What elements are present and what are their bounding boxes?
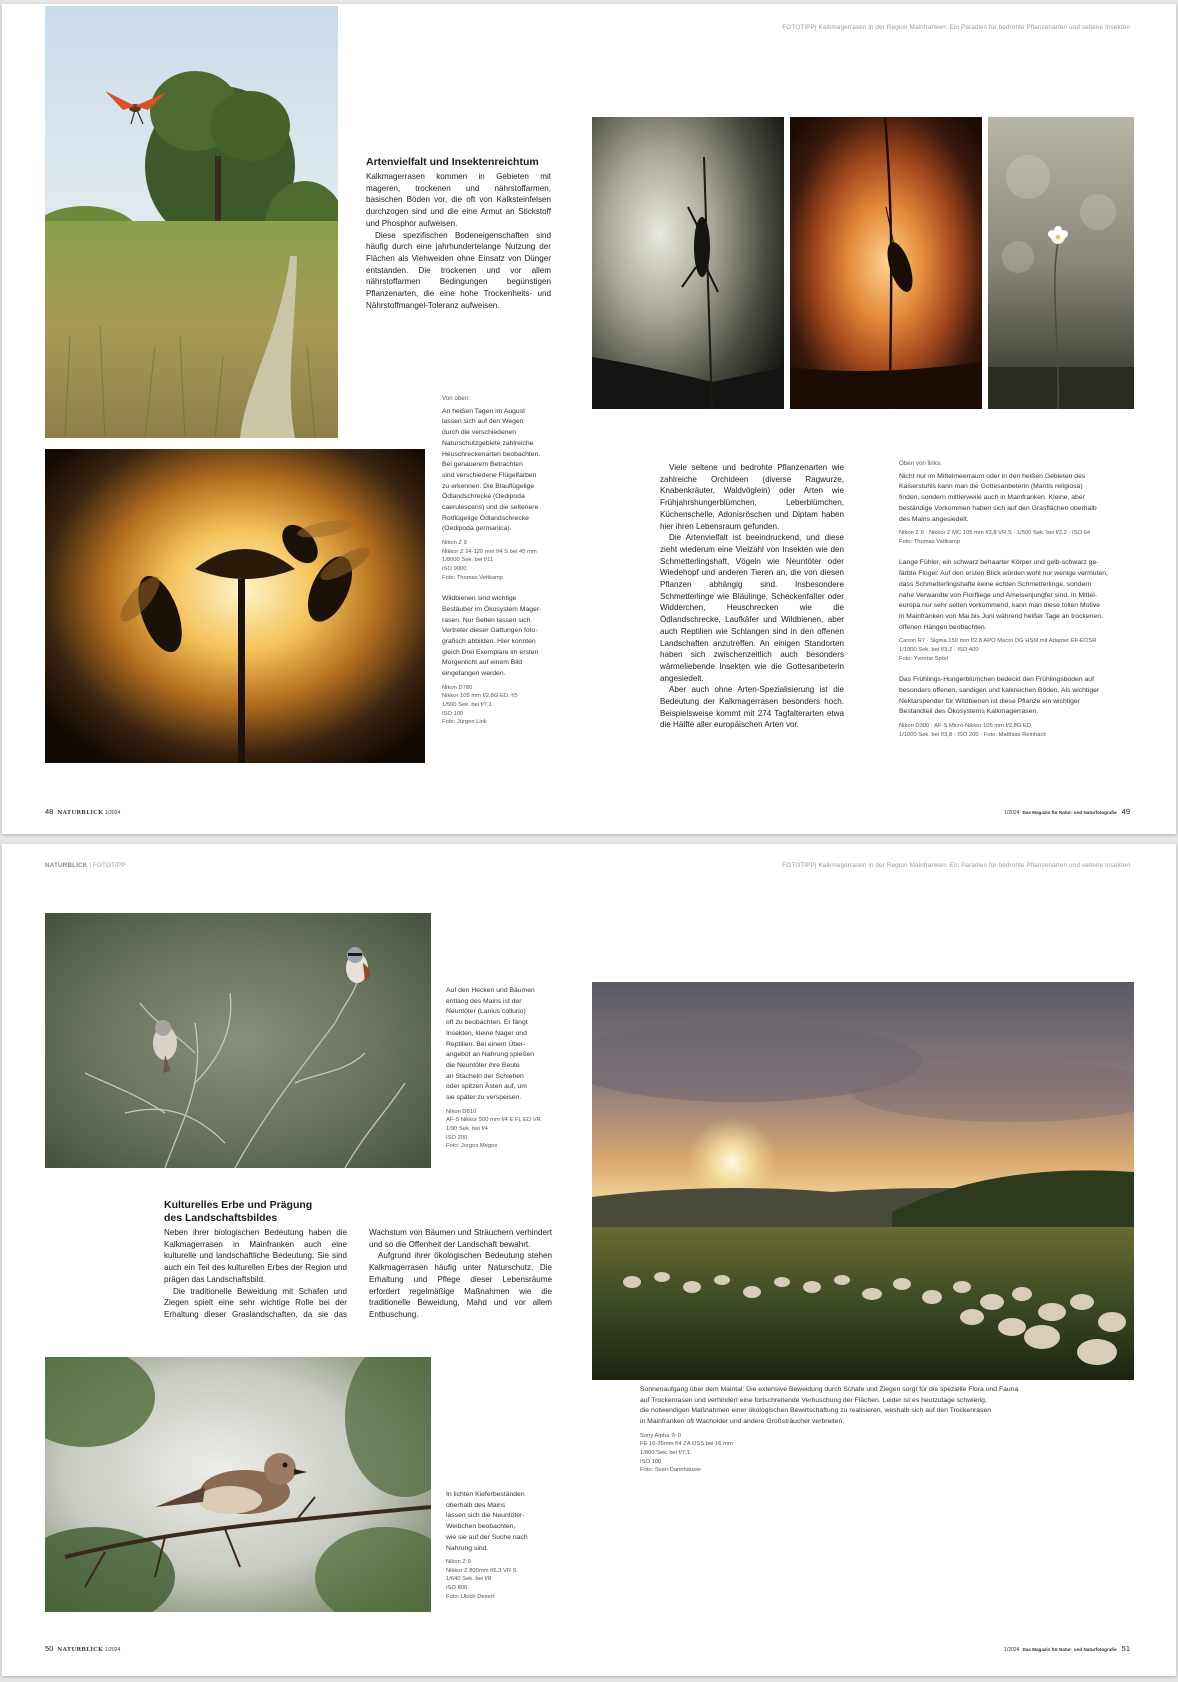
photo-credit-line: AF-S Nikkor 500 mm f/4 E FL ED VR: [446, 1117, 541, 1124]
photo-credit-line: Foto: Ulrich Desert: [446, 1593, 495, 1600]
photo-caption-landscape: [640, 1385, 1140, 1475]
caption-line: Bestandteil des Ökosystems Kalkmagerrasen.: [899, 708, 1039, 716]
photo-credit-line: 1/640 Sek. bei f/8: [446, 1576, 492, 1583]
magazine-brand: NATURBLICK: [57, 1647, 104, 1653]
caption-line: Naturschutzgebiete zahlreiche: [442, 439, 534, 447]
caption-line: an Stacheln der Schlehen: [446, 1072, 524, 1080]
photo-credit-line: Canon R7 · Sigma 150 mm f/2,8 APO Macro DG HSM mit Adapter EF-EOSR: [899, 638, 1097, 645]
caption-line: oft zu beobachten. Er fängt: [446, 1019, 528, 1027]
photo-meadow-path-grasshopper: [45, 6, 338, 438]
caption-line: durch die verschiedenen: [442, 429, 517, 437]
caption-line: auf Trockenrasen und verhindert eine fortschreitende Verbuschung der Flächen. Leider ist es heutzutage schwierig,: [640, 1396, 987, 1404]
photo-credit-line: Nikkor 105 mm f/2,8G ED, f/5: [442, 693, 518, 700]
caption-line: des Mains angesiedelt.: [899, 515, 969, 523]
caption-line: Weibchen beobachten,: [446, 1523, 516, 1531]
caption-line: lassen sich die Neuntöter-: [446, 1512, 525, 1520]
article-paragraph: Viele seltene und bedrohte Pflanzenarten wie zahlreiche Orchideen (diverse Ragwurze, Knabenkräuter, Waldvöglein) oder Arten wie Frühjahrshungerblümchen, Leberblümchen, Küchenschelle, Adonisröschen und Diptam haben hier ihren Lebensraum gefunden.: [660, 463, 844, 531]
caption-line: finden, sondern mittlerweile auch in Mainfranken. Kleine, aber: [899, 494, 1085, 502]
caption-intro: Von oben:: [442, 395, 470, 402]
caption-line: Sonnenaufgang über dem Maintal: Die extensive Beweidung durch Schafe und Ziegen sorgt für die spezielle Flora und Fauna: [640, 1386, 1019, 1393]
article-paragraph: Aufgrund ihrer ökologischen Bedeutung stehen Kalkmagerrasen häufig unter Naturschutz. Die Erhaltung und Pflege dieser Lebensräume erfordert regelmäßige Maßnahmen wie die traditionelle Beweidung, Mahd und vor allem Entbuschung.: [369, 1251, 552, 1319]
caption-line: Wildbienen sind wichtige: [442, 595, 517, 603]
magazine-brand: NATURBLICK: [57, 810, 104, 816]
article-paragraph: Diese spezifischen Bodeneigenschaften sind häufig durch eine jahrhundertelange Nutzung der Flächen als Viehweiden ohne Einsatz von Dünger entstanden. Die trockenen und vor allem nährstoffarmen Bedingungen begünstigen Pflanzenarten, die eine hohe Trockenheits- und Nährstoffmangel-Toleranz aufweisen.: [366, 230, 551, 310]
photo-credit-line: Nikon Z 9: [442, 540, 467, 547]
page-folio-49: 1/2024 Das Magazin für Natur- und Naturfotografie 49: [1004, 807, 1130, 816]
caption-line: Morgenlicht auf einem Bild: [442, 659, 523, 667]
photo-credit-line: Foto: Thomas Veltkamp: [899, 538, 961, 545]
photo-female-shrike-pine-branch: [45, 1357, 431, 1612]
photo-sunrise-sheep-grazing-maintal: [592, 982, 1134, 1380]
caption-line: lassen sich auf den Wegen: [442, 418, 524, 426]
caption-line: europa nur sehr selten vorkommend, kann man diese tollen Motive: [899, 602, 1100, 610]
caption-line: Neuntöter (Lanius collurio): [446, 1008, 526, 1016]
caption-line: die notwendigen Maßnahmen einer ökologischen Bewirtschaftung zu realisieren, weshalb sich auf den Trockenrasen: [640, 1407, 991, 1415]
photo-caption-shrike-male: [446, 986, 556, 1151]
photo-credit-line: 1/8000 Sek. bei f/11: [442, 557, 494, 564]
running-header: FOTOTIPP| Kalkmagerrasen in der Region Mainfranken: Ein Paradies für bedrohte Pflanzenarten und seltene Insekten: [782, 24, 1130, 31]
caption-line: caerulescens) und die seltenere: [442, 504, 539, 512]
article-text-kulturelles-erbe: [164, 1227, 552, 1327]
photo-credit-line: Foto: Yvonne Spörl: [899, 655, 949, 662]
section-heading-artenvielfalt: Artenvielfalt und Insektenreichtum: [366, 156, 539, 168]
caption-line: Rotflügelige Ödlandschrecke: [442, 514, 529, 522]
page-folio-48: 48 NATURBLICK 1/2024: [45, 807, 121, 816]
magazine-spread-48-49: [2, 4, 1176, 834]
caption-line: beständige Vorkommen haben sich auf den Grasflächen oberhalb: [899, 504, 1097, 512]
photo-praying-mantis-silhouette: [592, 117, 784, 409]
caption-line: rasen. Nur Selten lassen sich: [442, 616, 531, 624]
photo-credit-line: 1/1000 Sek. bei f/3,2 · ISO 400: [899, 646, 979, 653]
caption-line: zu erkennen: Die Blauflügelige: [442, 482, 535, 490]
photo-credit-line: Sony Alpha 7r II: [640, 1432, 681, 1439]
caption-line: sie später zu verspeisen.: [446, 1094, 522, 1102]
running-header-right: FOTOTIPP| Kalkmagerrasen in der Region Mainfranken: Ein Paradies für bedrohte Pflanzenarten und seltene Insekten: [782, 862, 1130, 869]
photo-red-backed-shrikes-branches: [45, 913, 431, 1168]
photo-credit-line: Foto: Thomas Veltkamp: [442, 574, 504, 581]
article-paragraph: Die Artenvielfalt ist beeindruckend, und diese zieht wiederum eine Vielzahl von Insekten wie den Schmetterlingshaft, Vögeln wie Neuntöter oder Wiedehopf und anderen Tieren an, die von diesen Pflanzen abhängig sind. Insbesondere Schmetterlinge wie Bläulinge, Scheckenfalter oder Widderchen, Heuschrecken wie die Ödlandschrecke, Laufkäfer und Wildbienen, aber auch Reptilien wie Schlangen sind in den offenen Landschaften anzutreffen. An einigen Standorten haben sich zwischenzeitlich auch besonders wärmeliebende Insekten wie die Gottesanbeterin angesiedelt.: [660, 533, 844, 683]
caption-line: nahe Verwandte von Florfliege und Ameisenjungfer sind. In Mittel-: [899, 591, 1097, 599]
caption-line: grafisch abbilden. Hier konnten: [442, 637, 536, 645]
caption-line: sind verschiedene Flügelfarben: [442, 471, 537, 479]
caption-line: eingefangen werden.: [442, 670, 506, 678]
photo-credit-line: Nikon D810: [446, 1108, 477, 1115]
section-heading-kulturelles-erbe: Kulturelles Erbe und Prägung des Landschaftsbildes: [164, 1199, 313, 1224]
caption-line: Nektarspender für Wildbienen ist diese Pflanze ein wichtiger: [899, 697, 1080, 705]
caption-line: Das Frühlings-Hungerblümchen bedeckt den Frühlingsboden auf: [899, 676, 1094, 684]
caption-line: in Mainfranken von Mai bis Juni während heißer Tage an trockenen,: [899, 612, 1103, 620]
caption-line: Bei genauerem Betrachten: [442, 461, 523, 469]
article-paragraph: Aber auch ohne Arten-Spezialisierung ist die Bedeutung der Kalkmagerrasen besonders hoch. Beispielsweise kommt mit 274 Tagfalterarten etwa die Hälfte aller europäischen Arten vor.: [660, 685, 844, 730]
caption-line: oder spitzen Ästen auf, um: [446, 1083, 527, 1091]
caption-line: Kaiserstuhls kann man die Gottesanbeterin (Mantis religiosa): [899, 483, 1083, 491]
photo-credit-line: Nikon D780: [442, 684, 473, 691]
photo-wild-bees-flower-sunset: [45, 449, 425, 763]
photo-credit-line: ISO 800: [446, 1585, 468, 1591]
magazine-spread-50-51: [2, 844, 1176, 1676]
article-paragraph: Die traditionelle Beweidung mit Schafen und Ziegen spielt eine sehr wichtige Rolle bei der Erhaltung dieser Graslandschaften, da sie das Wachstum von Bäumen und Sträuchern verhindert und so die Offenheit der Landschaft bewahrt.: [164, 1228, 552, 1319]
caption-line: Bestäuber im Ökosystem Mager-: [442, 605, 542, 613]
caption-line: entlang des Mains ist der: [446, 997, 522, 1005]
caption-line: besonders offenen, sandigen und kalkreichen Böden. Als wichtiger: [899, 686, 1100, 694]
photo-credit-line: Foto: Sven Dannhäuser: [640, 1467, 702, 1474]
caption-line: oberhalb des Mains: [446, 1501, 506, 1509]
caption-line: Nicht nur im Mittelmeerraum oder in den heißen Gebieten des: [899, 472, 1086, 480]
caption-line: An heißen Tagen im August: [442, 407, 526, 415]
photo-credit-line: Nikkor Z 800mm f/6.3 VR S: [446, 1567, 517, 1574]
caption-line: die Neuntöter ihre Beute: [446, 1061, 520, 1069]
photo-credit-line: Foto: Jorgos Megos: [446, 1143, 498, 1150]
photo-credit-line: 1/90 Sek. bei f/4: [446, 1125, 488, 1132]
photo-credit-line: Nikkor Z 24-120 mm f/4 S bei 45 mm: [442, 548, 537, 555]
photo-credit-line: ISO 100: [442, 710, 464, 717]
photo-spring-whitlow-grass-flower: [988, 117, 1134, 409]
photo-credit-line: 1/1000 Sek. bei f/3,8 · ISO 200 · Foto: Matthias Reinhard: [899, 731, 1046, 738]
caption-line: In lichten Kieferbeständen: [446, 1491, 525, 1498]
page-folio-50: 50 NATURBLICK 1/2024: [45, 1644, 121, 1653]
caption-intro: Oben von links:: [899, 460, 942, 467]
photo-credit-line: Nikon Z 9 · Nikkor Z MC 105 mm f/2,8 VR S · 1/500 Sek. bei f/3,2 · ISO 64: [899, 530, 1091, 537]
page-folio-51: 1/2024 Das Magazin für Natur- und Naturfotografie 51: [1004, 1644, 1130, 1653]
caption-line: wie sie auf der Suche nach: [446, 1533, 528, 1541]
caption-line: (Oedipoda germanica).: [442, 525, 512, 533]
caption-line: Nahrung sind.: [446, 1544, 489, 1552]
caption-line: Auf den Hecken und Bäumen: [446, 987, 535, 994]
caption-line: gleich Drei Exemplare im ersten: [442, 648, 539, 656]
article-text-artenvielfalt: [366, 171, 551, 311]
caption-line: Insekten, kleine Nager und: [446, 1029, 527, 1037]
photo-caption-left: [442, 394, 560, 727]
caption-line: in Mainfranken oft Wacholder und andere Großsträucher verbreiten.: [640, 1418, 845, 1426]
photo-credit-line: FE 16-35mm f/4 ZA OSS bei 16 mm: [640, 1441, 733, 1448]
photo-caption-shrike-female: [446, 1490, 556, 1601]
caption-line: Vertreter dieser Gattungen foto-: [442, 627, 538, 635]
caption-line: Ödlandschrecke (Oedipoda: [442, 493, 525, 501]
photo-caption-right: [899, 459, 1149, 739]
caption-line: offenen Hängen beobachten.: [899, 623, 987, 631]
caption-line: angebot an Nahrung spießen: [446, 1051, 535, 1059]
caption-line: Heuschreckenarten beobachten.: [442, 450, 541, 458]
article-paragraph: Neben ihrer biologischen Bedeutung haben die Kalkmagerrasen in Mainfranken auch eine kulturelle und landschaftliche Bedeutung. Sie sind auch ein Teil des kulturellen Erbes der Region und prägen das Landschaftsbild.: [164, 1228, 347, 1284]
article-text-pflanzenarten: [660, 462, 844, 731]
photo-credit-line: 1/500 Sek. bei f/7,1: [442, 701, 492, 708]
photo-credit-line: ISO 100: [640, 1458, 662, 1465]
photo-credit-line: ISO 200: [446, 1134, 468, 1141]
caption-line: dass Schmetterlingshafte keine echten Schmetterlinge, sondern: [899, 580, 1092, 588]
caption-line: Lange Fühler, ein schwarz behaarter Körper und gelb-schwarz ge-: [899, 559, 1099, 567]
caption-line: färbte Flügel: Auf den ersten Blick würden wohl nur wenige vermuten,: [899, 570, 1108, 578]
photo-credit-line: Nikon Z 9: [446, 1559, 471, 1566]
photo-owlfly-orange-sun: [790, 117, 982, 409]
photo-credit-line: 1/800 Sek. bei f/7,1: [640, 1450, 690, 1456]
photo-credit-line: Foto: Jürgen Link: [442, 719, 487, 726]
caption-line: Reptilien. Bei einem Über-: [446, 1040, 526, 1048]
photo-credit-line: Nikon D300 · AF-S Micro-Nikkor 105 mm f/2,8G ED: [899, 722, 1032, 729]
running-header-left: NATURBLICK | FOTOTIPP: [45, 862, 126, 869]
photo-credit-line: ISO 9000: [442, 565, 467, 572]
article-paragraph: Kalkmagerrasen kommen in Gebieten mit mageren, trockenen und nährstoffarmen, basischen Böden vor, die oft von Kalksteinfelsen durchzogen sind und die eine Armut an Stickstoff und Phosphor aufweisen.: [366, 172, 551, 228]
